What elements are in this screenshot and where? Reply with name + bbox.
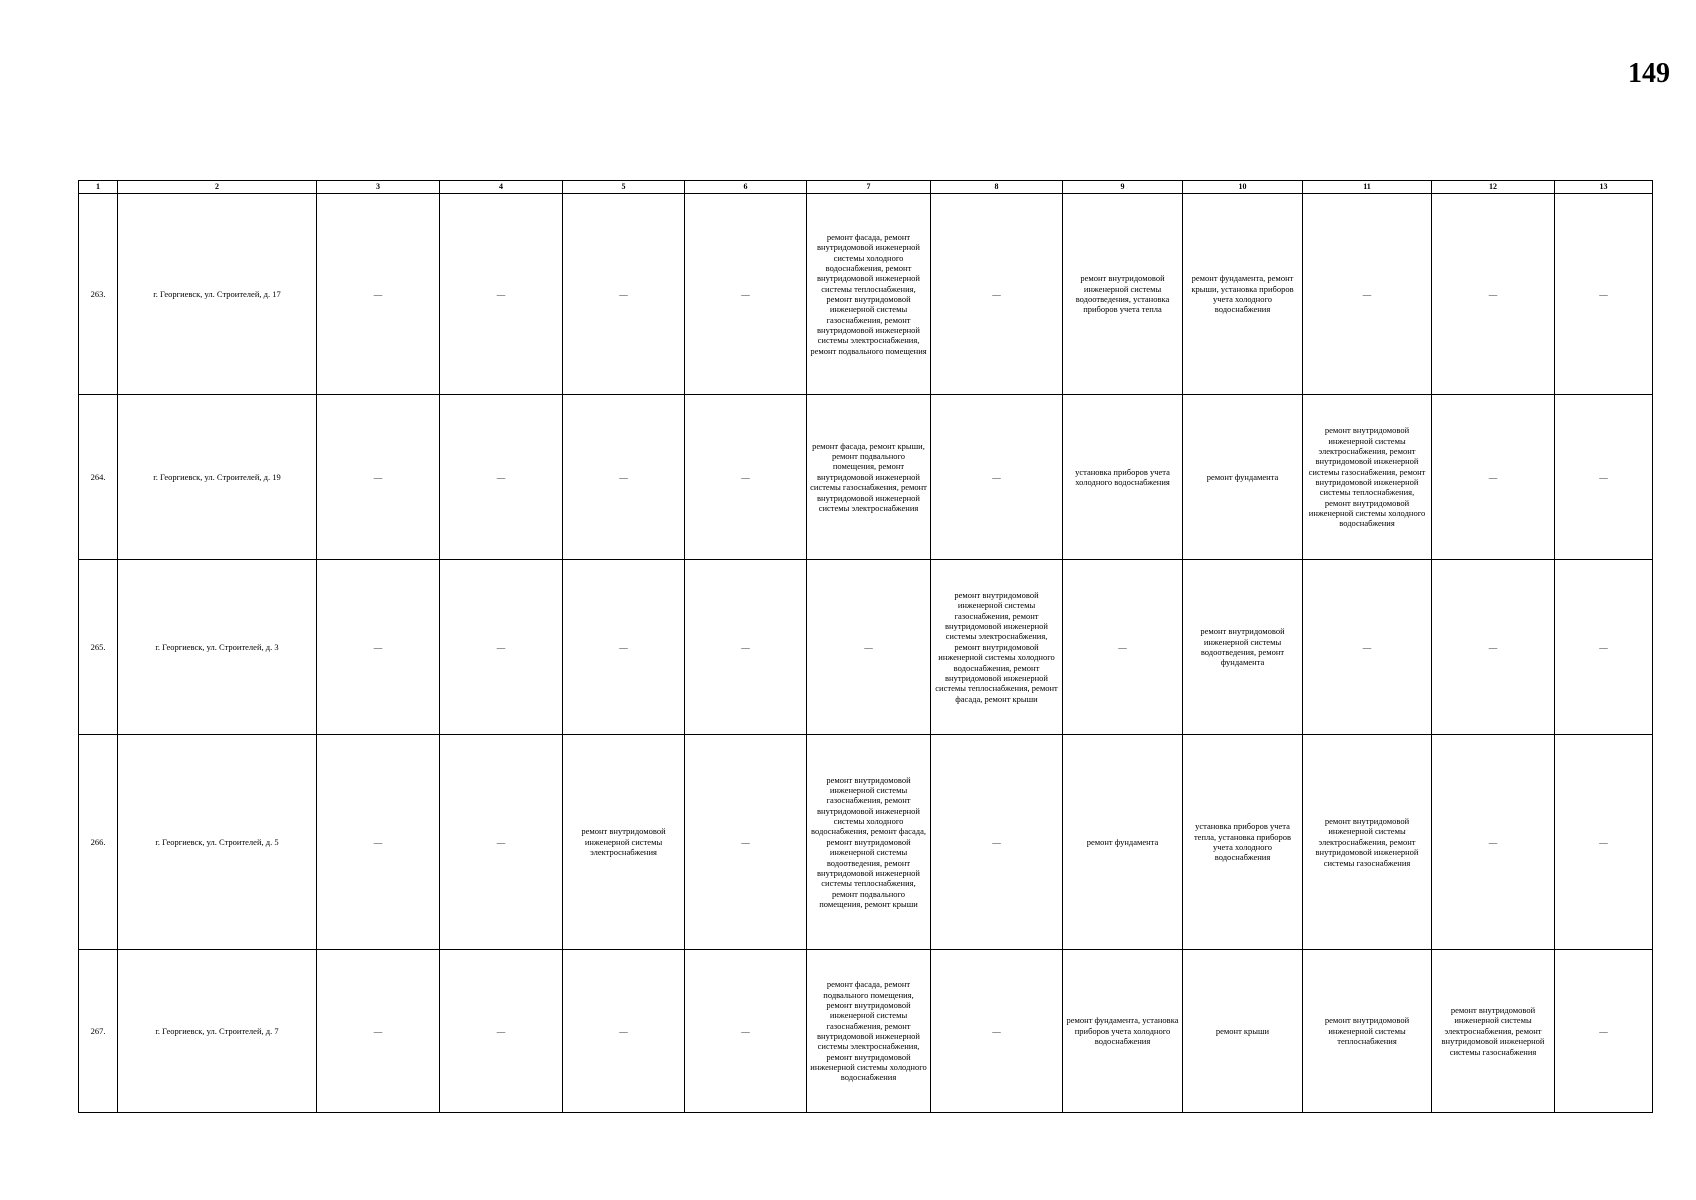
address-cell: г. Георгиевск, ул. Строителей, д. 17	[118, 194, 317, 395]
page-number: 149	[1628, 58, 1670, 89]
cell-col13: —	[1555, 560, 1653, 735]
table-row	[79, 735, 1653, 950]
column-number: 5	[563, 181, 685, 194]
cell-col5: ремонт внутридомовой инженерной системы электроснабжения	[563, 735, 685, 950]
cell-col9: ремонт внутридомовой инженерной системы водоотведения, установка приборов учета тепла	[1063, 194, 1183, 395]
cell-col6: —	[685, 735, 807, 950]
cell-col3: —	[317, 735, 440, 950]
cell-col12: —	[1432, 194, 1555, 395]
row-number: 267.	[79, 950, 118, 1113]
cell-col4: —	[440, 560, 563, 735]
column-number: 7	[807, 181, 931, 194]
column-number: 8	[931, 181, 1063, 194]
cell-col10: ремонт внутридомовой инженерной системы водоотведения, ремонт фундамента	[1183, 560, 1303, 735]
cell-col7: ремонт фасада, ремонт крыши, ремонт подвального помещения, ремонт внутридомовой инженерной системы газоснабжения, ремонт внутридомовой инженерной системы электроснабжения	[807, 395, 931, 560]
cell-col5: —	[563, 950, 685, 1113]
column-number: 3	[317, 181, 440, 194]
cell-col5: —	[563, 560, 685, 735]
address-cell: г. Георгиевск, ул. Строителей, д. 5	[118, 735, 317, 950]
row-number: 263.	[79, 194, 118, 395]
cell-col11: ремонт внутридомовой инженерной системы теплоснабжения	[1303, 950, 1432, 1113]
cell-col12: —	[1432, 395, 1555, 560]
cell-col12: —	[1432, 560, 1555, 735]
column-number: 13	[1555, 181, 1653, 194]
cell-col5: —	[563, 194, 685, 395]
cell-col4: —	[440, 735, 563, 950]
column-number: 12	[1432, 181, 1555, 194]
cell-col10: установка приборов учета тепла, установка приборов учета холодного водоснабжения	[1183, 735, 1303, 950]
cell-col7: ремонт фасада, ремонт подвального помещения, ремонт внутридомовой инженерной системы газоснабжения, ремонт внутридомовой инженерной системы электроснабжения, ремонт внутридомовой инженерной системы холодного водоснабжения	[807, 950, 931, 1113]
column-number: 10	[1183, 181, 1303, 194]
cell-col8: ремонт внутридомовой инженерной системы газоснабжения, ремонт внутридомовой инженерной системы электроснабжения, ремонт внутридомовой инженерной системы холодного водоснабжения, ремонт внутридомовой инженерной системы теплоснабжения, ремонт фасада, ремонт крыши	[931, 560, 1063, 735]
address-cell: г. Георгиевск, ул. Строителей, д. 19	[118, 395, 317, 560]
column-number: 9	[1063, 181, 1183, 194]
column-number-row	[79, 181, 1653, 194]
cell-col4: —	[440, 194, 563, 395]
cell-col7: ремонт фасада, ремонт внутридомовой инженерной системы холодного водоснабжения, ремонт внутридомовой инженерной системы теплоснабжения, ремонт внутридомовой инженерной системы газоснабжения, ремонт внутридомовой инженерной системы электроснабжения, ремонт подвального помещения	[807, 194, 931, 395]
cell-col6: —	[685, 950, 807, 1113]
cell-col11: ремонт внутридомовой инженерной системы электроснабжения, ремонт внутридомовой инженерной системы газоснабжения, ремонт внутридомовой инженерной системы теплоснабжения, ремонт внутридомовой инженерной системы холодного водоснабжения	[1303, 395, 1432, 560]
cell-col13: —	[1555, 950, 1653, 1113]
cell-col11: —	[1303, 560, 1432, 735]
cell-col10: ремонт крыши	[1183, 950, 1303, 1113]
cell-col6: —	[685, 194, 807, 395]
cell-col3: —	[317, 950, 440, 1113]
table-row	[79, 395, 1653, 560]
cell-col8: —	[931, 194, 1063, 395]
cell-col11: ремонт внутридомовой инженерной системы электроснабжения, ремонт внутридомовой инженерной системы газоснабжения	[1303, 735, 1432, 950]
column-number: 6	[685, 181, 807, 194]
cell-col3: —	[317, 560, 440, 735]
cell-col7: ремонт внутридомовой инженерной системы газоснабжения, ремонт внутридомовой инженерной системы холодного водоснабжения, ремонт фасада, ремонт внутридомовой инженерной системы водоотведения, ремонт внутридомовой инженерной системы теплоснабжения, ремонт подвального помещения, ремонт крыши	[807, 735, 931, 950]
cell-col5: —	[563, 395, 685, 560]
table-row	[79, 950, 1653, 1113]
column-number: 11	[1303, 181, 1432, 194]
row-number: 265.	[79, 560, 118, 735]
cell-col4: —	[440, 950, 563, 1113]
cell-col6: —	[685, 560, 807, 735]
cell-col13: —	[1555, 395, 1653, 560]
cell-col8: —	[931, 950, 1063, 1113]
cell-col12: —	[1432, 735, 1555, 950]
cell-col8: —	[931, 395, 1063, 560]
column-number: 4	[440, 181, 563, 194]
cell-col9: ремонт фундамента, установка приборов учета холодного водоснабжения	[1063, 950, 1183, 1113]
cell-col10: ремонт фундамента	[1183, 395, 1303, 560]
cell-col8: —	[931, 735, 1063, 950]
table-row	[79, 194, 1653, 395]
address-cell: г. Георгиевск, ул. Строителей, д. 3	[118, 560, 317, 735]
cell-col9: ремонт фундамента	[1063, 735, 1183, 950]
cell-col3: —	[317, 194, 440, 395]
row-number: 264.	[79, 395, 118, 560]
cell-col13: —	[1555, 735, 1653, 950]
cell-col9: установка приборов учета холодного водоснабжения	[1063, 395, 1183, 560]
cell-col10: ремонт фундамента, ремонт крыши, установка приборов учета холодного водоснабжения	[1183, 194, 1303, 395]
cell-col13: —	[1555, 194, 1653, 395]
cell-col4: —	[440, 395, 563, 560]
cell-col6: —	[685, 395, 807, 560]
cell-col7: —	[807, 560, 931, 735]
column-number: 1	[79, 181, 118, 194]
cell-col12: ремонт внутридомовой инженерной системы электроснабжения, ремонт внутридомовой инженерной системы газоснабжения	[1432, 950, 1555, 1113]
column-number: 2	[118, 181, 317, 194]
repair-schedule-table	[78, 180, 1653, 1113]
table-row	[79, 560, 1653, 735]
address-cell: г. Георгиевск, ул. Строителей, д. 7	[118, 950, 317, 1113]
cell-col3: —	[317, 395, 440, 560]
cell-col11: —	[1303, 194, 1432, 395]
row-number: 266.	[79, 735, 118, 950]
cell-col9: —	[1063, 560, 1183, 735]
